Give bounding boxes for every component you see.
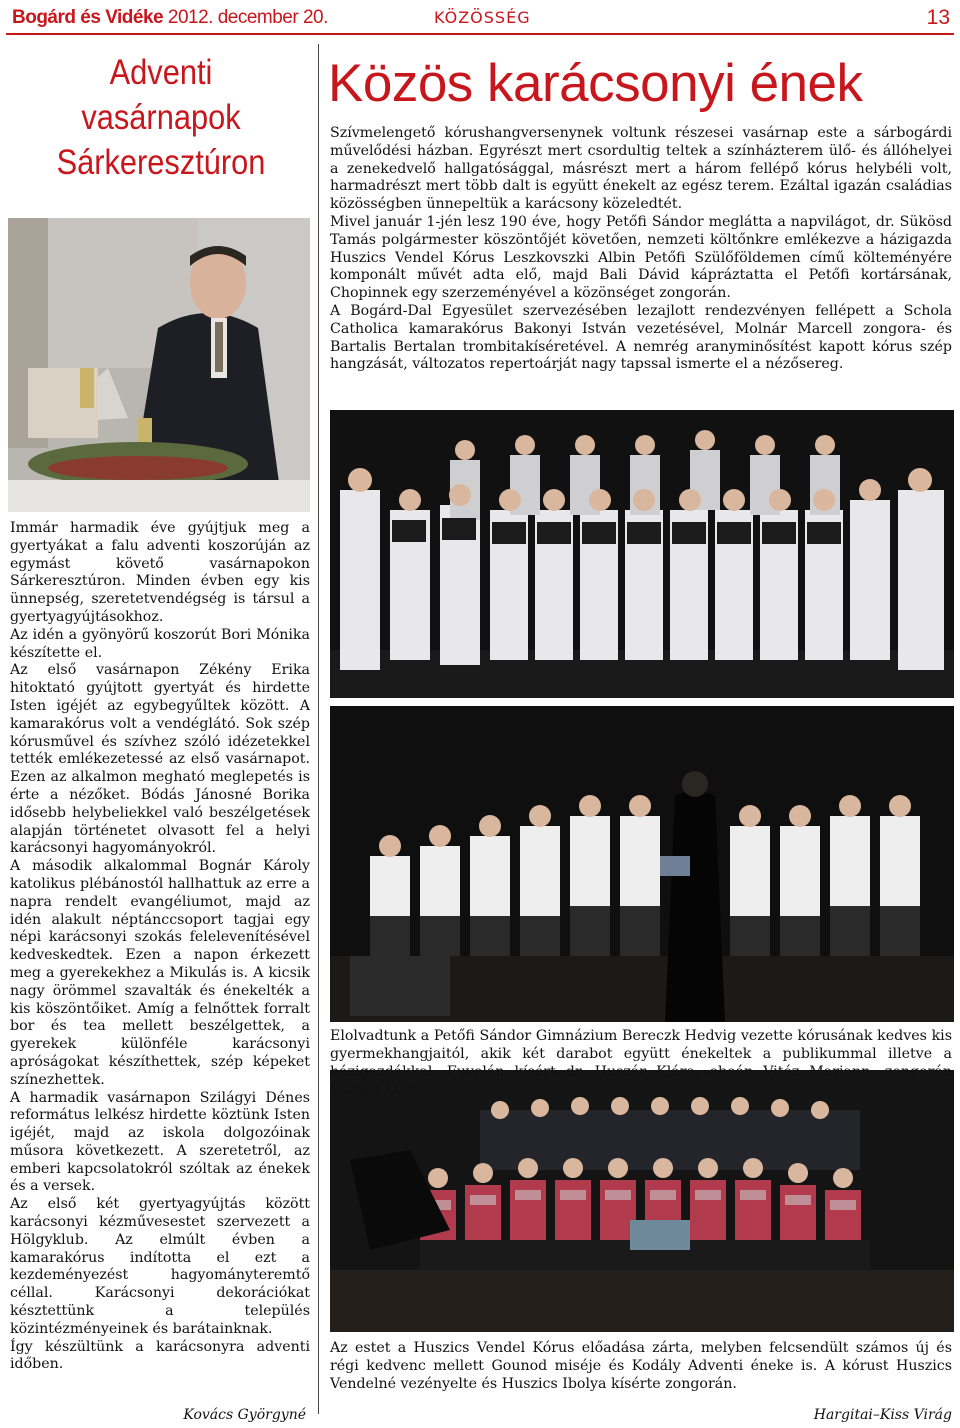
left-title-line: Sárkeresztúron	[56, 143, 266, 182]
paragraph: Az első vasárnapon Zékény Erika hitoktató gyújtott gyertyát és hirdette Isten igéjét az egybegyűltek között. A kamarakórus volt a vendéglátó. Sok szép kórusművel és szívhez szóló idézetekkel tették emlékezetessé az első vasárnapot. Ezen az alkalmon megható meglepetés is érte a nézőket. Bódás Jánosné Borika idősebb helybeliekkel való beszélgetések alapján történetet olvasott fel a helyi karácsonyi hagyományokról.	[10, 662, 310, 857]
newspaper-name: Bogárd és Vidéke 2012. december 20.	[12, 7, 328, 28]
issue-date: 2012. december 20.	[163, 7, 328, 28]
paragraph: Így készültünk a karácsonyra adventi időben.	[10, 1338, 310, 1373]
paragraph: Szívmelengető kórushangversenynek voltunk részesei vasárnap este a sárbogárdi művelődési házban. Egyrészt mert csordultig teltek a színházterem ülő- és állóhelyei a zenekedvelő hallgatósággal, másrészt mert a három fellépő kórus helybéli volt, harmadrészt mert több dalt is együtt énekelt az egész terem. Ezáltal igazán családias közösségben ünnepeltük a karácsony közeledtét.	[330, 125, 952, 213]
paragraph: A harmadik vasárnapon Szilágyi Dénes református lelkész hirdette köztünk Isten igéjét, majd az iskola dolgozóinak műsora következett. A szeretetről, az emberi kapcsolatokról szóltak az énekek és a versek.	[10, 1089, 310, 1195]
page-header	[6, 4, 954, 32]
column-divider	[318, 44, 319, 1414]
left-article-body	[10, 520, 310, 1374]
paragraph: Immár harmadik éve gyújtjuk meg a gyertyákat a falu adventi koszorúján az egymást követő vasárnapokon Sárkeresztúron. Minden évben egy kis ünnepség, szeretetvendégség is társul a gyertyagyújtásokhoz.	[10, 520, 310, 625]
advent-wreath-photo	[8, 218, 310, 512]
paragraph: Mivel január 1-jén lesz 190 éve, hogy Petőfi Sándor meglátta a napvilágot, dr. Sükösd Tamás polgármester köszöntőjét követően, nemzeti költőnkre emlékezve a házigazda Huszics Vendel Kórus Leszkovszki Albin Petőfi Szülőföldemen című költeményére komponált művét adta elő, majd Bali Dávid kápráztatta el Petőfi kortársának, Chopinnek egy szerzeményével a közönséget zongorán.	[330, 213, 952, 302]
photo-caption-gymnasium-choir: Elolvadtunk a Petőfi Sándor Gimnázium Bereczk Hedvig vezette kórusának kedves kis gyermekhangjaitól, akik két darabot együtt énekeltek a publikummal illetve a házigazdákkal. Fuvolán kísért dr. Huszár Klára, oboán Vitéz Mariann, zongorán Varnyu Lilla.	[330, 1028, 952, 1098]
left-article-title	[30, 50, 292, 185]
header-rule	[6, 33, 954, 35]
section-title: KÖZÖSSÉG	[434, 8, 531, 27]
photo-caption-huszics-choir: Az estet a Huszics Vendel Kórus előadása zárta, melyben felcsendült számos új és régi kedvenc mellett Gounod miséje és Kodály Adventi éneke is. A kórust Huszics Vendelné vezényelte és Huszics Ibolya kísérte zongorán.	[330, 1340, 952, 1392]
huszics-vendel-choir-photo	[330, 1070, 954, 1332]
page-number: 13	[926, 6, 950, 29]
main-article-body	[330, 125, 952, 374]
paragraph: Az idén a gyönyörű koszorút Bori Mónika készítette el.	[10, 626, 310, 661]
gymnasium-choir-photo	[330, 706, 954, 1022]
schola-catholica-choir-photo	[330, 410, 954, 698]
paragraph: Az első két gyertyagyújtás között karácsonyi kézművesestet szervezett a Hölgyklub. Az elmúlt évben a kamarakórus indította el ezt a kezdeményezést hagyományteremtő céllal. Karácsonyi dekorációkat késztettünk a település közintézményeinek és barátainknak.	[10, 1196, 310, 1337]
main-article-byline: Hargitai–Kiss Virág	[813, 1407, 952, 1423]
paragraph: A második alkalommal Bognár Károly katolikus plébánostól hallhattuk az erre a napra rendelt evangéliumot, majd az idén alakult néptánccsoport tagjai egy népi karácsonyi szokás felelevenítésével kedveskedtek. Ezen a napon érkezett meg a gyerekekhez a Mikulás is. A kicsik nagy örömmel szavalták és énekelték a kis köszöntőiket. Amíg a felnőttek forralt bor és tea mellett beszélgettek, a gyerekek különféle karácsonyi apróságokat készíthettek, szép képeket színezhettek.	[10, 858, 310, 1088]
paragraph: A Bogárd-Dal Egyesület szervezésében lezajlott rendezvényen fellépett a Schola Catholica kamarakórus Bakonyi István vezetésével, Molnár Marcell zongora- és Bartalis Bertalan trombitakíséretével. A nemrég aranyminősítést kapott kórus szép hangzását, változatos repertoárját nagy tapssal ismerte el a nézősereg.	[330, 302, 952, 373]
left-article-byline: Kovács Györgyné	[183, 1407, 306, 1423]
left-title-line: vasárnapok	[81, 98, 241, 137]
left-title-line: Adventi	[109, 53, 213, 92]
main-article-title: Közös karácsonyi ének	[328, 54, 863, 113]
